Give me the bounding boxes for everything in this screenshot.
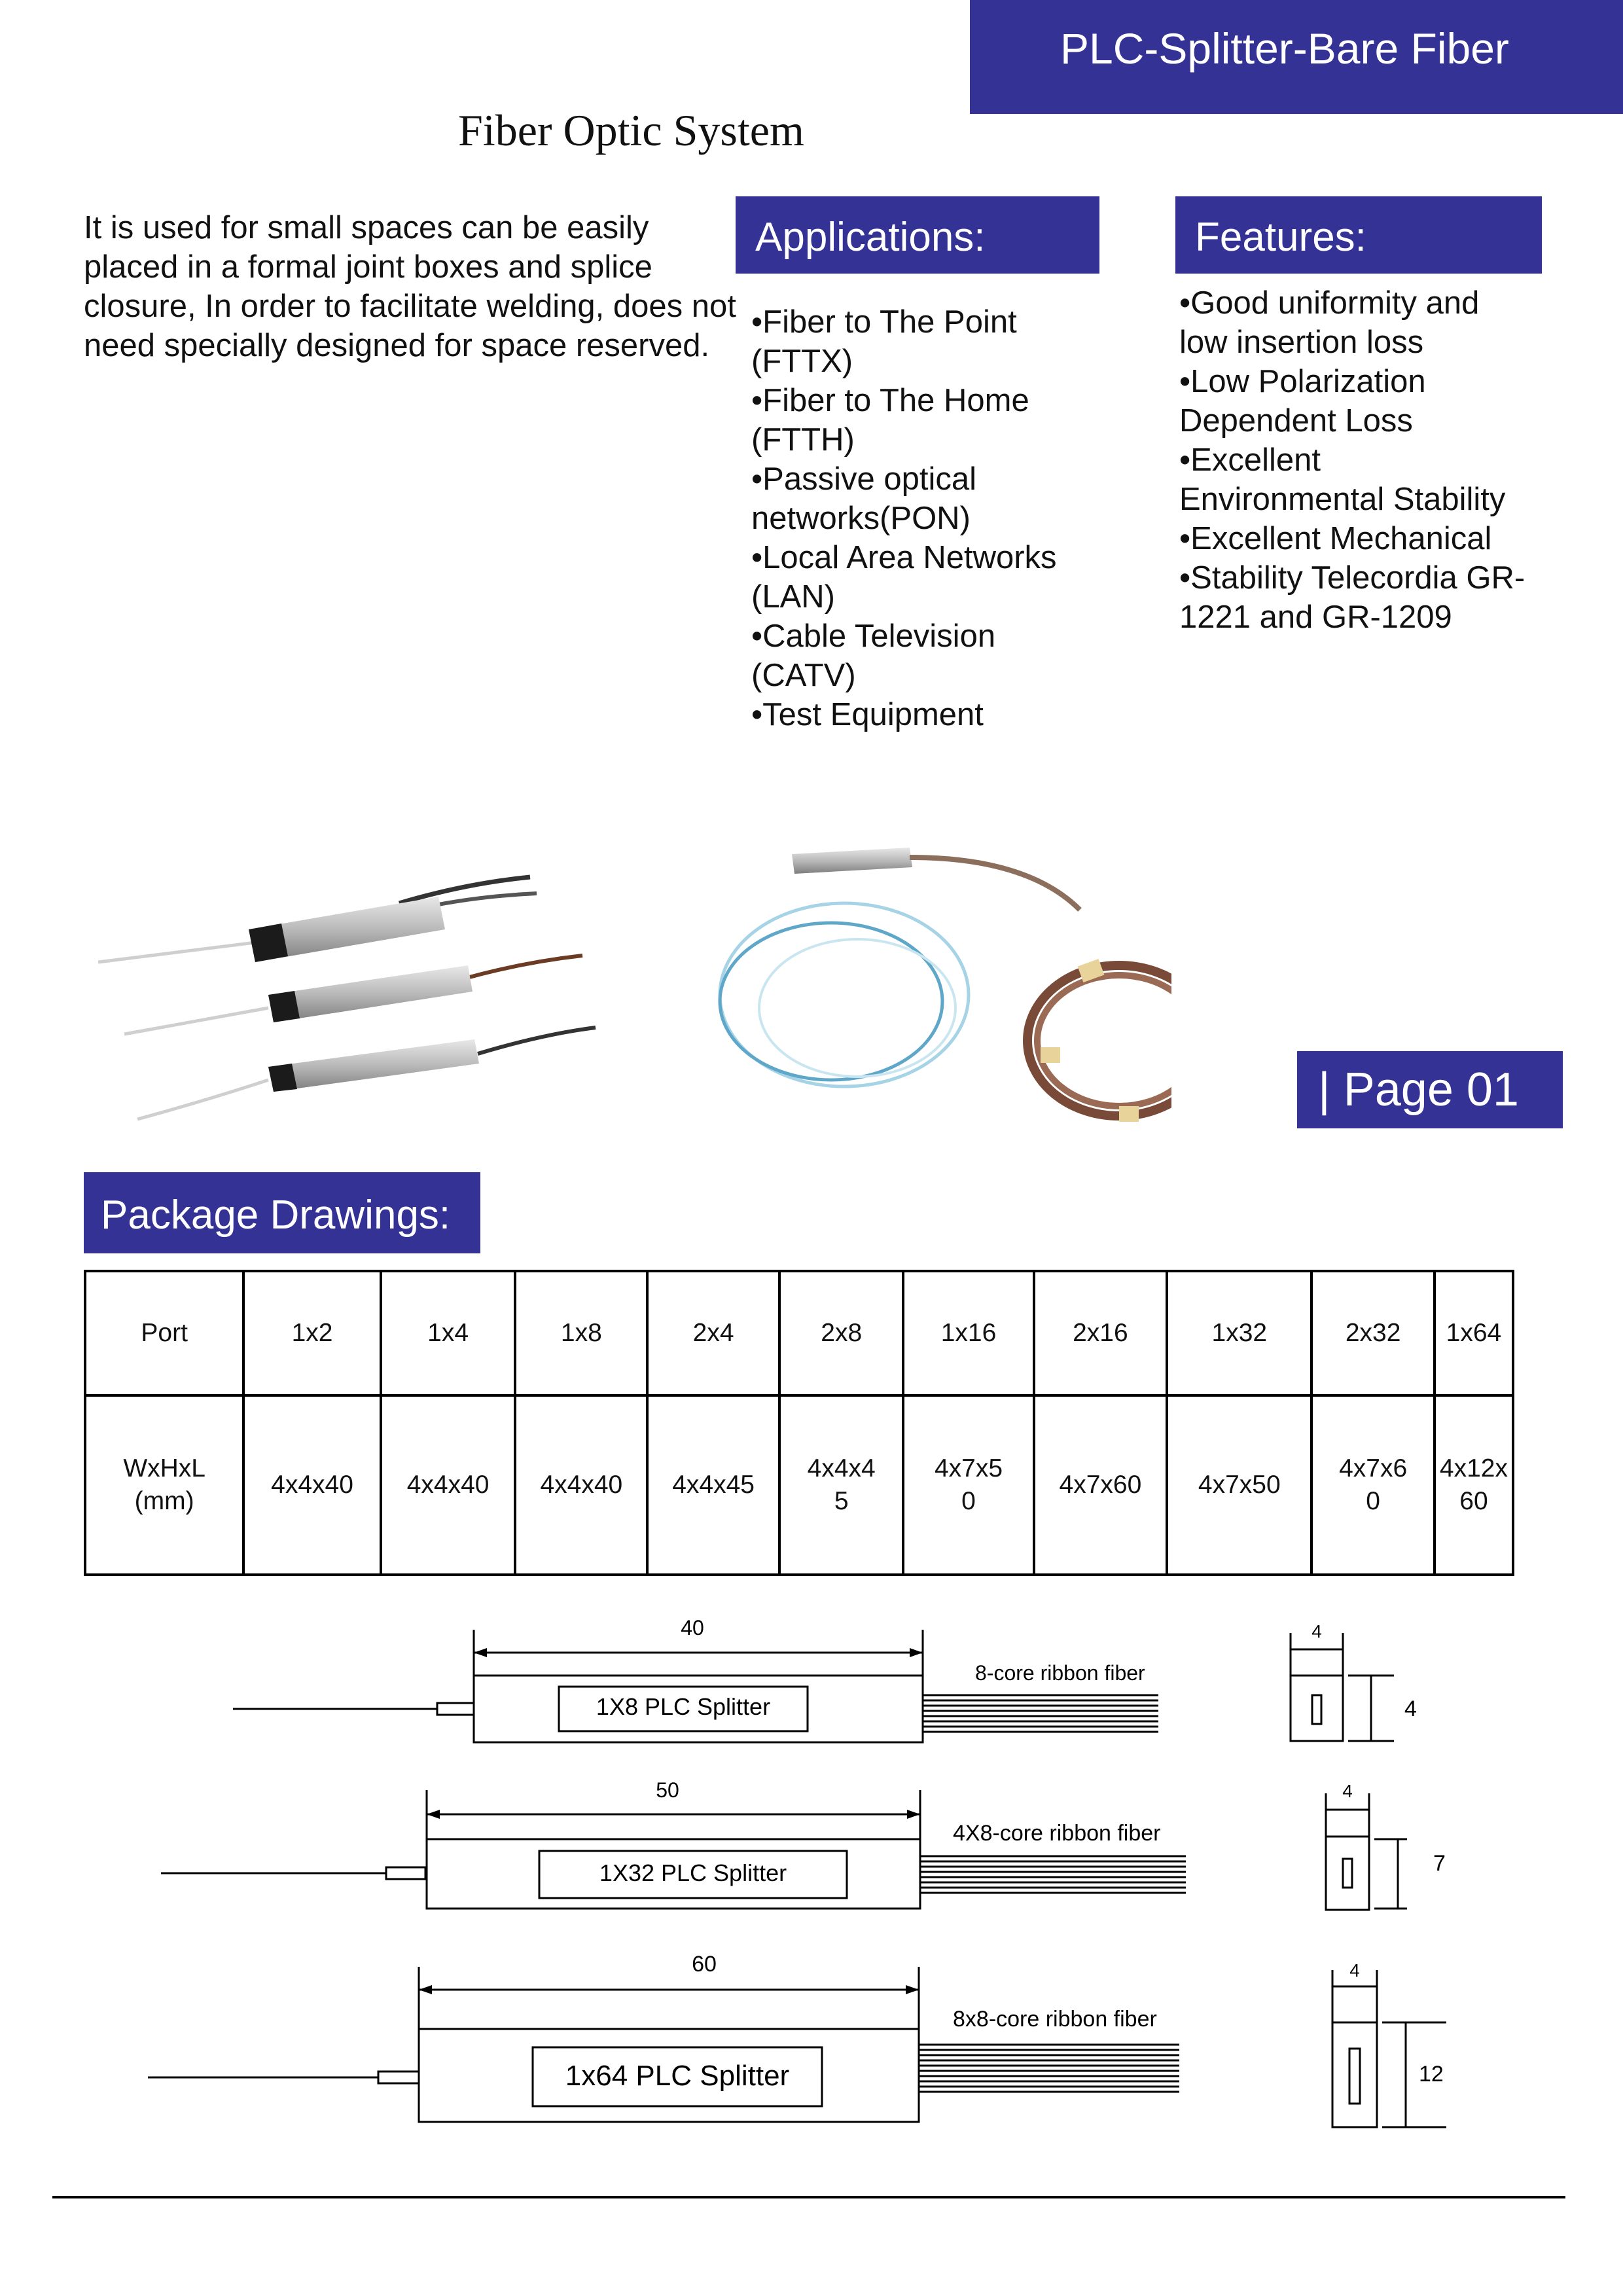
- drawing-1x8: [233, 1616, 1417, 1742]
- height-label: 12: [1419, 2062, 1444, 2087]
- features-list: [1179, 283, 1533, 637]
- height-label: 7: [1433, 1851, 1446, 1876]
- product-photo: [98, 831, 1171, 1139]
- table-cell: 4x12x 60: [1435, 1395, 1513, 1575]
- page-number-tag: | Page 01: [1297, 1051, 1563, 1128]
- header-banner: PLC-Splitter-Bare Fiber: [970, 0, 1623, 114]
- width-label: 4: [1311, 1621, 1322, 1641]
- table-cell: 1x4: [381, 1271, 516, 1395]
- footer-divider: [52, 2196, 1565, 2198]
- table-header-cell: Port: [85, 1271, 243, 1395]
- list-item: •Stability Telecordia GR-1221 and GR-1209: [1179, 560, 1525, 635]
- system-title: Fiber Optic System: [458, 105, 804, 155]
- table-cell: 4x7x5 0: [903, 1395, 1033, 1575]
- table-cell: 2x8: [779, 1271, 903, 1395]
- width-label: 4: [1342, 1781, 1353, 1801]
- list-item: •Good uniformity and low insertion loss: [1179, 285, 1480, 360]
- applications-list: [751, 302, 1105, 734]
- table-cell: 1x2: [243, 1271, 381, 1395]
- ribbon-fiber-coil: [910, 857, 1171, 1122]
- length-label: 50: [656, 1778, 679, 1802]
- list-item: •Fiber to The Point (FTTX): [751, 304, 1017, 379]
- list-item: •Excellent Environmental Stability: [1179, 442, 1506, 517]
- table-cell: 1x64: [1435, 1271, 1513, 1395]
- list-item: •Local Area Networks (LAN): [751, 540, 1057, 615]
- table-row: [85, 1395, 1513, 1575]
- table-cell: 4x4x40: [515, 1395, 647, 1575]
- table-cell: 4x7x6 0: [1311, 1395, 1435, 1575]
- length-label: 60: [692, 1952, 717, 1977]
- fiber-label: 8-core ribbon fiber: [975, 1661, 1145, 1685]
- table-cell: 4x7x60: [1034, 1395, 1168, 1575]
- table-cell: 1x16: [903, 1271, 1033, 1395]
- list-item: •Passive optical networks(PON): [751, 461, 976, 536]
- drawing-1x32: [161, 1778, 1446, 1910]
- table-cell: 4x4x40: [243, 1395, 381, 1575]
- package-spec-table: [84, 1270, 1514, 1576]
- fiber-label: 4X8-core ribbon fiber: [953, 1821, 1161, 1846]
- list-item: •Test Equipment: [751, 697, 984, 732]
- table-cell: 2x32: [1311, 1271, 1435, 1395]
- drawing-1x64: [148, 1952, 1446, 2127]
- splitter-label: 1X32 PLC Splitter: [599, 1859, 787, 1886]
- list-item: •Cable Television (CATV): [751, 619, 996, 693]
- package-drawings-heading: Package Drawings:: [84, 1172, 480, 1253]
- table-cell: 1x8: [515, 1271, 647, 1395]
- table-row: [85, 1271, 1513, 1395]
- splitter-module-group: [98, 877, 596, 1119]
- table-cell: 4x7x50: [1167, 1395, 1311, 1575]
- height-label: 4: [1404, 1696, 1417, 1721]
- table-cell: 2x16: [1034, 1271, 1168, 1395]
- length-label: 40: [681, 1616, 704, 1640]
- table-cell: 4x4x40: [381, 1395, 516, 1575]
- table-cell: 2x4: [647, 1271, 779, 1395]
- list-item: •Excellent Mechanical: [1179, 521, 1492, 556]
- fiber-label: 8x8-core ribbon fiber: [953, 2007, 1157, 2032]
- width-label: 4: [1349, 1960, 1360, 1981]
- table-header-cell: WxHxL (mm): [85, 1395, 243, 1575]
- table-cell: 4x4x4 5: [779, 1395, 903, 1575]
- package-drawings: [0, 1597, 1623, 2173]
- bare-fiber-coil: [720, 848, 969, 1086]
- intro-text: It is used for small spaces can be easily placed in a formal joint boxes and splice closure, In order to facilitate welding, does not need specially designed for space reserved.: [84, 210, 736, 363]
- table-cell: 4x4x45: [647, 1395, 779, 1575]
- list-item: •Fiber to The Home (FTTH): [751, 383, 1029, 457]
- table-cell: 1x32: [1167, 1271, 1311, 1395]
- list-item: •Low Polarization Dependent Loss: [1179, 364, 1426, 439]
- splitter-label: 1X8 PLC Splitter: [596, 1693, 771, 1720]
- applications-heading: Applications:: [736, 196, 1099, 274]
- features-heading: Features:: [1175, 196, 1542, 274]
- splitter-label: 1x64 PLC Splitter: [565, 2060, 790, 2092]
